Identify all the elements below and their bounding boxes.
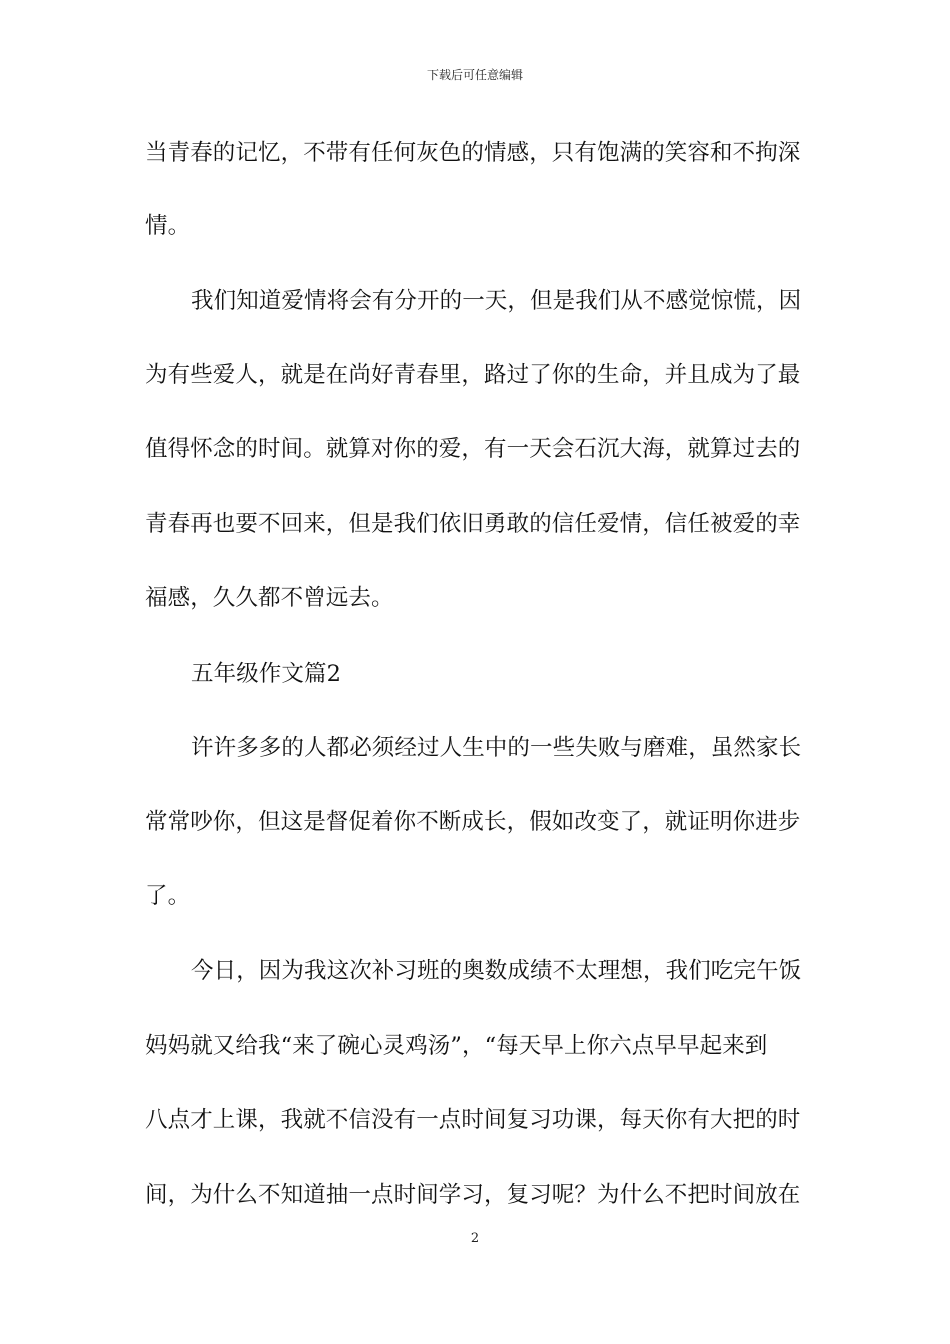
- body-line-12: 今日，因为我这次补习班的奥数成绩不太理想，我们吃完午饭: [191, 958, 802, 984]
- page-header: 下载后可任意编辑: [426, 68, 523, 82]
- body-line-3: 我们知道爱情将会有分开的一天，但是我们从不感觉惊慌，因: [191, 288, 802, 314]
- body-line-9: 许许多多的人都必须经过人生中的一些失败与磨难，虽然家长: [191, 735, 802, 761]
- body-line-11: 了。: [145, 883, 191, 909]
- body-line-15: 间，为什么不知道抽一点时间学习，复习呢？为什么不把时间放在: [145, 1182, 801, 1208]
- body-line-6: 青春再也要不回来，但是我们依旧勇敢的信任爱情，信任被爱的幸: [145, 511, 801, 537]
- section-heading: 五年级作文篇2: [191, 661, 342, 687]
- body-line-10: 常常吵你，但这是督促着你不断成长，假如改变了，就证明你进步: [145, 809, 801, 835]
- body-line-1: 当青春的记忆，不带有任何灰色的情感，只有饱满的笑容和不拘深: [145, 140, 801, 166]
- body-line-13: 妈妈就又给我“来了碗心灵鸡汤”，“每天早上你六点早早起来到: [145, 1033, 768, 1059]
- page-number: 2: [470, 1231, 480, 1246]
- body-line-7: 福感，久久都不曾远去。: [145, 585, 394, 611]
- body-line-2: 情。: [145, 213, 191, 239]
- body-line-5: 值得怀念的时间。就算对你的爱，有一天会石沉大海，就算过去的: [145, 436, 801, 462]
- body-line-14: 八点才上课，我就不信没有一点时间复习功课，每天你有大把的时: [145, 1107, 801, 1133]
- body-line-4: 为有些爱人，就是在尚好青春里，路过了你的生命，并且成为了最: [145, 362, 801, 388]
